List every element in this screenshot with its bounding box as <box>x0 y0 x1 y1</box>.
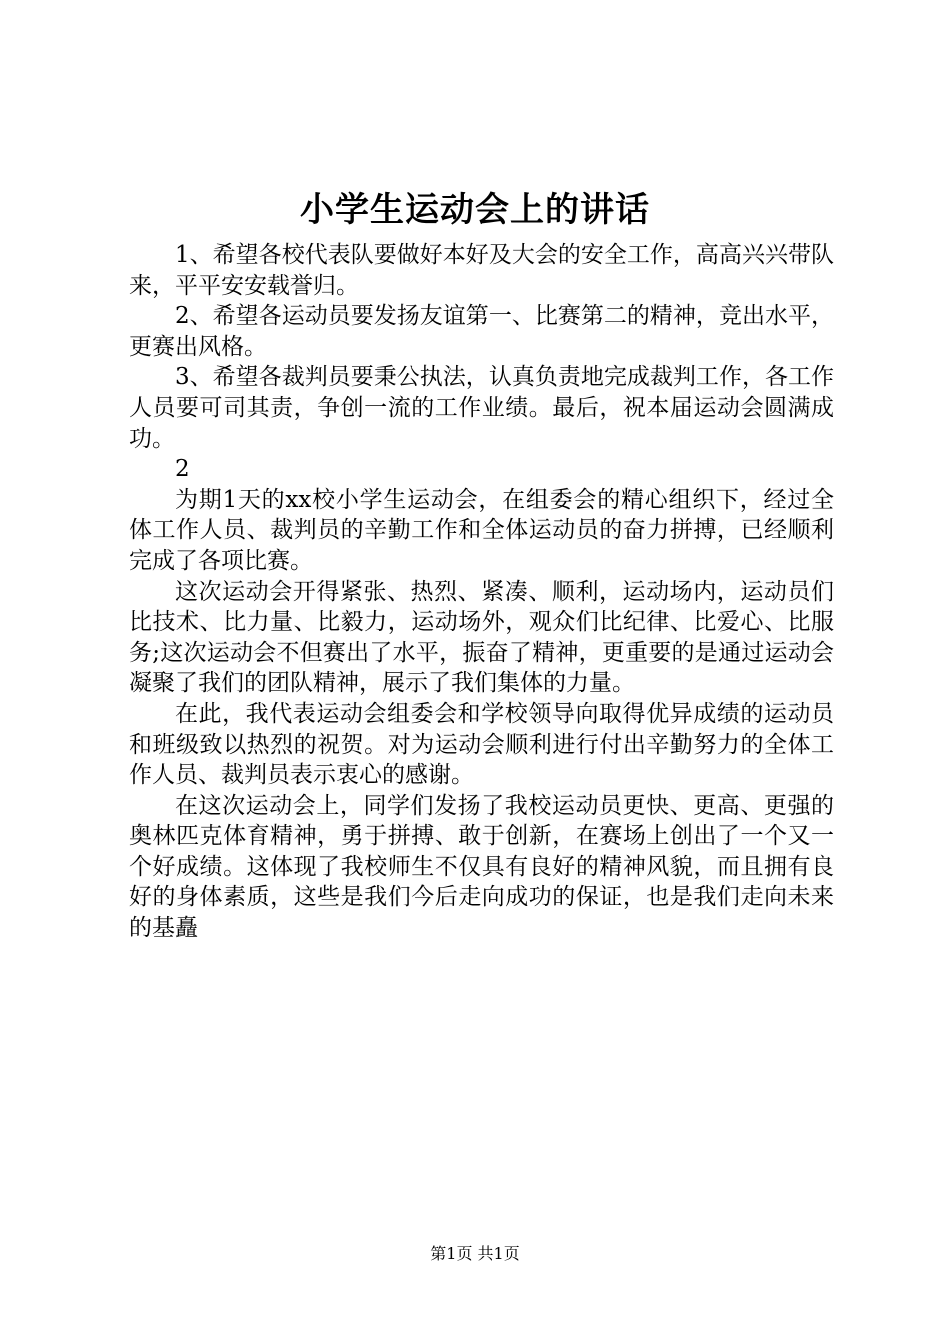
paragraph-3: 3、希望各裁判员要秉公执法，认真负责地完成裁判工作，各工作人员要可司其责，争创一流的工作业绩。最后，祝本届运动会圆满成功。 <box>129 364 834 452</box>
document-title: 小学生运动会上的讲话 <box>300 190 650 230</box>
paragraph-7: 在这次运动会上，同学们发扬了我校运动员更快、更高、更强的奥林匹克体育精神，勇于拼搏、敢于创新，在赛场上创出了一个又一个好成绩。这体现了我校师生不仅具有良好的精神风貌，而且拥有良好的身体素质，这些是我们今后走向成功的保证，也是我们走向未来的基矗 <box>129 792 834 942</box>
paragraph-1: 1、希望各校代表队要做好本好及大会的安全工作，高高兴兴带队来，平平安安载誉归。 <box>129 242 834 299</box>
section-number: 2 <box>175 456 190 483</box>
paragraph-6: 在此，我代表运动会组委会和学校领导向取得优异成绩的运动员和班级致以热烈的祝贺。对为运动会顺利进行付出辛勤努力的全体工作人员、裁判员表示衷心的感谢。 <box>129 700 834 789</box>
page-footer: 第1页 共1页 <box>430 1244 520 1263</box>
document-body <box>129 240 834 944</box>
paragraph-5: 这次运动会开得紧张、热烈、紧凑、顺利，运动场内，运动员们比技术、比力量、比毅力，运动场外，观众们比纪律、比爱心、比服务;这次运动会不但赛出了水平，振奋了精神，更重要的是通过运动会凝聚了我们的团队精神，展示了我们集体的力量。 <box>129 578 834 697</box>
paragraph-2: 2、希望各运动员要发扬友谊第一、比赛第二的精神，竞出水平，更赛出风格。 <box>129 303 834 360</box>
paragraph-4: 为期1天的xx校小学生运动会，在组委会的精心组织下，经过全体工作人员、裁判员的辛勤工作和全体运动员的奋力拼搏，已经顺利完成了各项比赛。 <box>129 486 834 574</box>
